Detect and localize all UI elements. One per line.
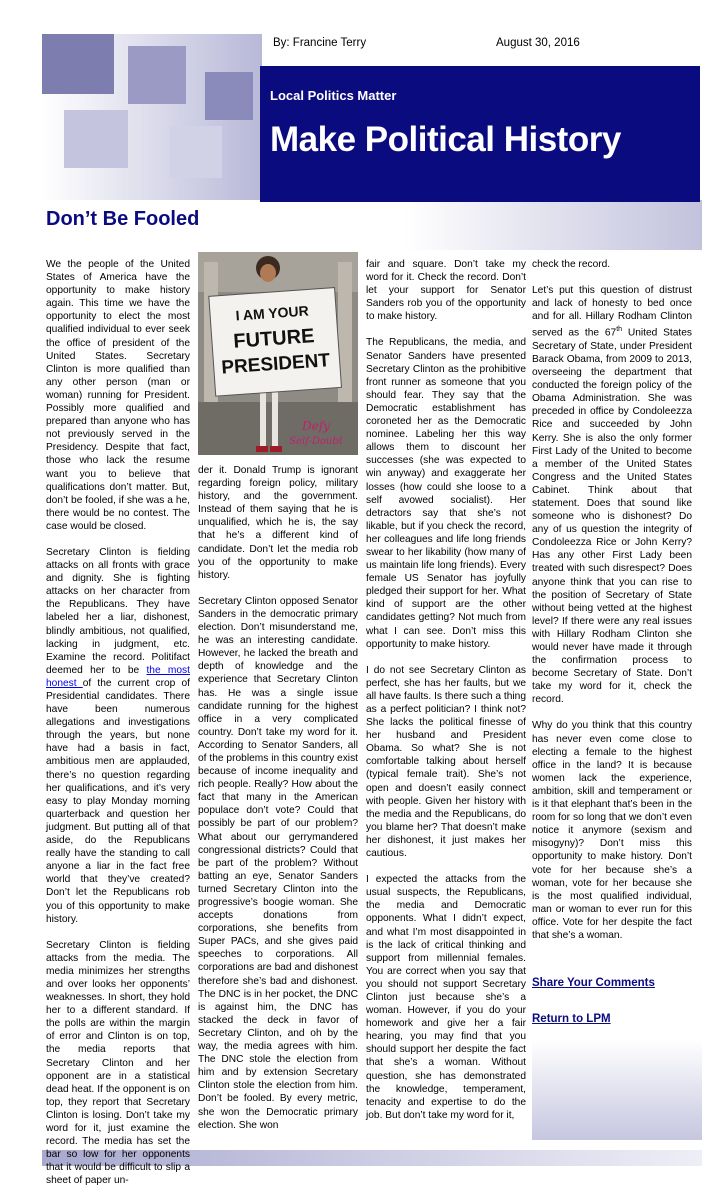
byline-author: By: Francine Terry [273, 37, 367, 49]
paragraph: Why do you think that this country has never even come close to electing a female to the highest office in the land? It is because women lack the experience, ambition, skill and temperament or is it that elephant that’s been in the room for so long that we don’t even notice it anymore (sexism and misogyny)? Don’t miss this opportunity to make history. Don’t vote for her because she’s a woman, vote for her because she is the most qualified individual, man or woman to ever run for this office. Vote for her despite the fact that she’s a woman. [532, 720, 692, 941]
decor-block [170, 126, 222, 178]
share-comments-link[interactable]: Share Your Comments [532, 977, 655, 989]
column-2 [198, 464, 358, 1145]
caption-line-2: Self-Doubt [289, 436, 343, 447]
column-3 [366, 258, 526, 1135]
decor-block [532, 1040, 702, 1140]
decor-block [128, 46, 186, 104]
decor-block [64, 110, 128, 168]
byline-date: August 30, 2016 [496, 37, 580, 49]
return-to-lpm-link[interactable]: Return to LPM [532, 1013, 611, 1025]
decor-block [205, 72, 253, 120]
headline: Don’t Be Fooled [46, 208, 200, 230]
paragraph: I expected the attacks from the usual suspects, the Republicans, the media and Democratic opponents. What I didn’t expect, and what I’m most disappointed in is the lack of critical thinking and support from millennial females. You are correct when you say that you should not support Secretary Clinton just because she’s a woman. However, if you do your homework and give her a fair hearing, you may find that you should support her despite the fact that she’s a woman. Without question, she has demonstrated the knowledge, temperament, tenacity and expertise to do the job. But don’t take my word for it, [366, 874, 526, 1121]
sign-line-3: PRESIDENT [220, 350, 331, 379]
sign-line-2: FUTURE [232, 325, 316, 353]
masthead-title: Make Political History [270, 120, 621, 159]
campaign-photo [198, 252, 358, 455]
paragraph: I do not see Secretary Clinton as perfect, she has her faults, but we all have faults. Is there such a thing as a perfect politician? I think not? She lacks the political finesse of her husband and President Obama. So what? She is not comfortable talking about herself (typical female trait). She’s not open and doesn’t easily connect with people. Given her history with the media and the Republicans, do you blame her? That doesn’t make her dishonest, it just makes her cautious. [366, 664, 526, 860]
paragraph: Secretary Clinton is fielding attacks from the media. The media minimizes her strengths and over looks her opponents’ weaknesses. In short, they hold her to a different standard. If the polls are within the margin of error and Clinton is on top, the media reports that Secretary Clinton and her opponent are in a statistical dead heat. If the opponent is on top, they report that Secretary Clinton is losing. Don’t take my word for it, just examine the record. The media has set the bar so low for her opponents that it would be difficult to slip a sheet of paper un- [46, 939, 190, 1187]
paragraph: Secretary Clinton is fielding attacks on all fronts with grace and dignity. She is fighting attacks on her character from the Republicans. They have labeled her a liar, dishonest, blindly ambitious, not qualified, lacking in judgment, etc. Examine the record. Politifact deemed her to be the most honest of the current crop of Presidential candidates. There have been numerous allegations and investigations through the years, but none have had a basis in fact, ambitious men are applauded, there’s no question regarding her qualifications, and it’s very easy to play Monday morning quarterback and question her judgment. But putting all of that aside, do the Republicans really have the standing to call anyone a liar in the fact free world that they’ve created? Don’t let the Republicans rob you of this opportunity to make history. [46, 546, 190, 925]
column-1 [46, 258, 190, 1200]
superscript: th [616, 326, 623, 334]
masthead-banner [260, 66, 700, 202]
paragraph: The Republicans, the media, and Senator Sanders have presented Secretary Clinton as the prohibitive front runner as someone that you should fear. They say that the Democratic establishment has coroneted her as the Democratic nominee. Labeling her this way allows them to discount her successes (she was expected to win anyway) and exaggerate her losses (how could she loose to a self avowed socialist). Her detractors say that she’s not likable, but if you check the record, her colleagues and life long friends swear to her likability (how many of us maintain life long friends). Every female US Senator has joyfully pledged their support for her. What kind of support are the other candidates getting? Not much from what I can see. Don’t miss this opportunity to make history. [366, 337, 526, 650]
paragraph: Secretary Clinton opposed Senator Sanders in the democratic primary election. Don’t misunderstand me, he was an interesting candidate. However, he lacked the breath and depth of knowledge and the experience that Secretary Clinton has. He was a single issue candidate running for the highest office in a very complicated country. Don’t take my word for it. According to Senator Sanders, all of the problems in this country exist because of income inequality and rich people. Really? How about the fact that many in the American populace don’t vote? Could that possibly be part of our problem? What about our gerrymandered congressional districts? Could that be part of the problem? Without batting an eye, Senator Sanders turned Secretary Clinton into the progressive’s boogie woman. She accepts donations from corporations, she benefits from Super PACs, and she gives paid speeches to corporations. All corporations are bad and dishonest therefore she’s bad and dishonest. The DNC is in her pocket, the DNC is against him, the DNC has stacked the deck in favor of Secretary Clinton, and oh by the way, the media agrees with him. The DNC stole the election from him and by extension Secretary Clinton stole the election from him. Don’t be fooled. By every metric, she won the Democratic primary election. She won [198, 595, 358, 1131]
sign-line-1: I AM YOUR [235, 302, 310, 324]
paragraph: Let’s put this question of distrust and lack of honesty to bed once and for all. Hillary Rodham Clinton served as the 67th United States Secretary of State, under President Barack Obama, from 2009 to 2013, overseeing the department that conducted the foreign policy of the Obama Administration. She was preceded in office by Condoleezza Rice and succeeded by John Kerry. She is also the only former First Lady of the United to become a member of the United States Congress and the United States Cabinet. Think about that statement. Does that sound like someone who is dishonest? Do any of us question the integrity of Condoleezza Rice or John Kerry? Has any other First Lady been treated with such disrespect? Does anyone think that you can rise to the position of Secretary of State without being vetted at the highest level? If there were any real issues with Hillary Rodham Clinton she would never have made it through the confirmation process to become Secretary of State. Don’t take my word for it, check the record. [532, 285, 692, 706]
caption-line-1: Defy [302, 419, 330, 433]
paragraph: der it. Donald Trump is ignorant regarding foreign policy, military history, and the government. Instead of them saying that he is unqualified, which he is, the say that he’s a different kind of candidate. Don’t let the media rob you of the opportunity to make history. [198, 465, 358, 581]
most-honest-link[interactable]: the most honest [46, 664, 190, 689]
decor-block [42, 34, 114, 94]
paragraph: check the record. [532, 259, 611, 270]
paragraph: fair and square. Don’t take my word for it. Check the record. Don’t let your support for Senator Sanders rob you of the opportunity to make history. [366, 259, 526, 323]
column-4 [532, 258, 692, 955]
kicker: Local Politics Matter [270, 88, 397, 103]
paragraph: We the people of the United States of America have the opportunity to make history again. This time we have the opportunity to elect the most qualified individual to ever seek the office of president of the United States. Secretary Clinton is more qualified than any other person (man or woman) running for President. Possibly more qualified and prepared than anyone who has not previously served in the Presidency. Despite that fact, those who lack the resume want you to believe that qualifications don’t matter. But, don’t be fooled, if she was a he, there would be no contest. The case would be closed. [46, 259, 190, 532]
